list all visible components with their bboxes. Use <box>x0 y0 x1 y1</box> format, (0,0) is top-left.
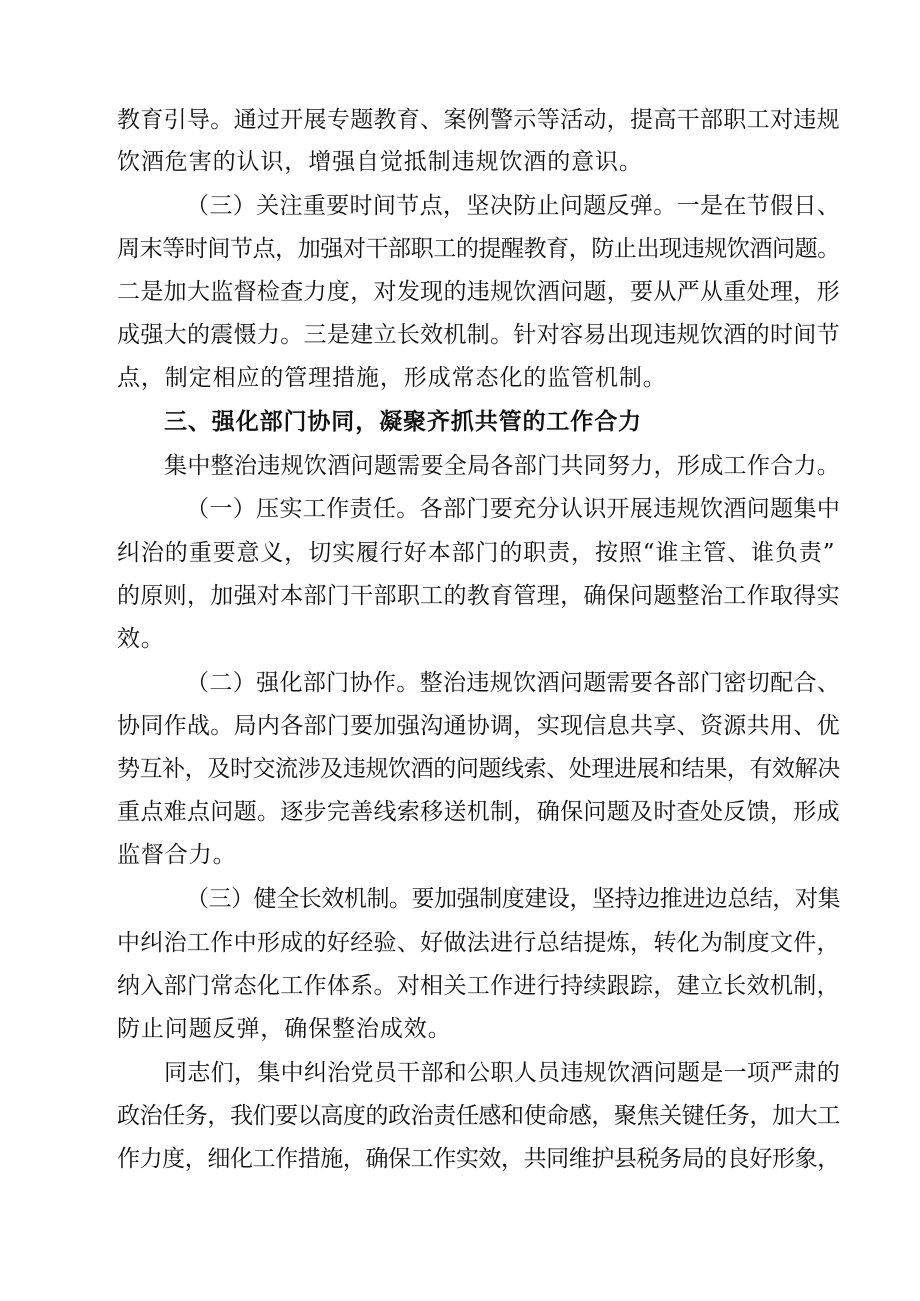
paragraph-line: （三）健全长效机制。要加强制度建设，坚持边推进边总结，对集 <box>186 886 841 912</box>
paragraph-line: 饮酒危害的认识，增强自觉抵制违规饮酒的意识。 <box>117 149 643 175</box>
paragraph-line: （三）关注重要时间节点，坚决防止问题反弹。一是在节假日、 <box>186 193 841 219</box>
paragraph-line: 二是加大监督检查力度，对发现的违规饮酒问题，要从严从重处理，形 <box>117 279 840 305</box>
paragraph-line: 成强大的震慑力。三是建立长效机制。针对容易出现违规饮酒的时间节 <box>117 322 840 348</box>
paragraph-line: 纠治的重要意义，切实履行好本部门的职责，按照“谁主管、谁负责” <box>117 540 836 566</box>
paragraph-line: 协同作战。局内各部门要加强沟通协调，实现信息共享、资源共用、优 <box>117 713 840 739</box>
paragraph-line: 周末等时间节点，加强对干部职工的提醒教育，防止出现违规饮酒问题。 <box>117 236 840 262</box>
paragraph-line: 防止问题反弹，确保整治成效。 <box>117 1016 452 1042</box>
paragraph-line: 重点难点问题。逐步完善线索移送机制，确保问题及时查处反馈，形成 <box>117 799 840 825</box>
paragraph-line: （一）压实工作责任。各部门要充分认识开展违规饮酒问题集中 <box>186 496 841 522</box>
paragraph-line: 中纠治工作中形成的好经验、好做法进行总结提炼，转化为制度文件， <box>117 930 840 956</box>
section-heading: 三、强化部门协同，凝聚齐抓共管的工作合力 <box>164 409 642 435</box>
paragraph-line: 作力度，细化工作措施，确保工作实效，共同维护县税务局的良好形象， <box>117 1146 840 1172</box>
paragraph-line: 的原则，加强对本部门干部职工的教育管理，确保问题整治工作取得实 <box>117 583 840 609</box>
paragraph-line: 点，制定相应的管理措施，形成常态化的监管机制。 <box>117 365 667 391</box>
paragraph-line: 教育引导。通过开展专题教育、案例警示等活动，提高干部职工对违规 <box>117 107 840 133</box>
paragraph-line: 势互补，及时交流涉及违规饮酒的问题线索、处理进展和结果，有效解决 <box>117 756 840 782</box>
paragraph-line: 集中整治违规饮酒问题需要全局各部门共同努力，形成工作合力。 <box>164 453 841 479</box>
paragraph-line: 同志们，集中纠治党员干部和公职人员违规饮酒问题是一项严肃的 <box>164 1060 841 1086</box>
paragraph-line: 监督合力。 <box>117 842 237 868</box>
paragraph-line: （二）强化部门协作。整治违规饮酒问题需要各部门密切配合、 <box>186 670 841 696</box>
paragraph-line: 效。 <box>117 626 165 652</box>
paragraph-line: 政治任务，我们要以高度的政治责任感和使命感，聚焦关键任务，加大工 <box>117 1103 840 1129</box>
paragraph-line: 纳入部门常态化工作体系。对相关工作进行持续跟踪，建立长效机制， <box>117 973 840 999</box>
